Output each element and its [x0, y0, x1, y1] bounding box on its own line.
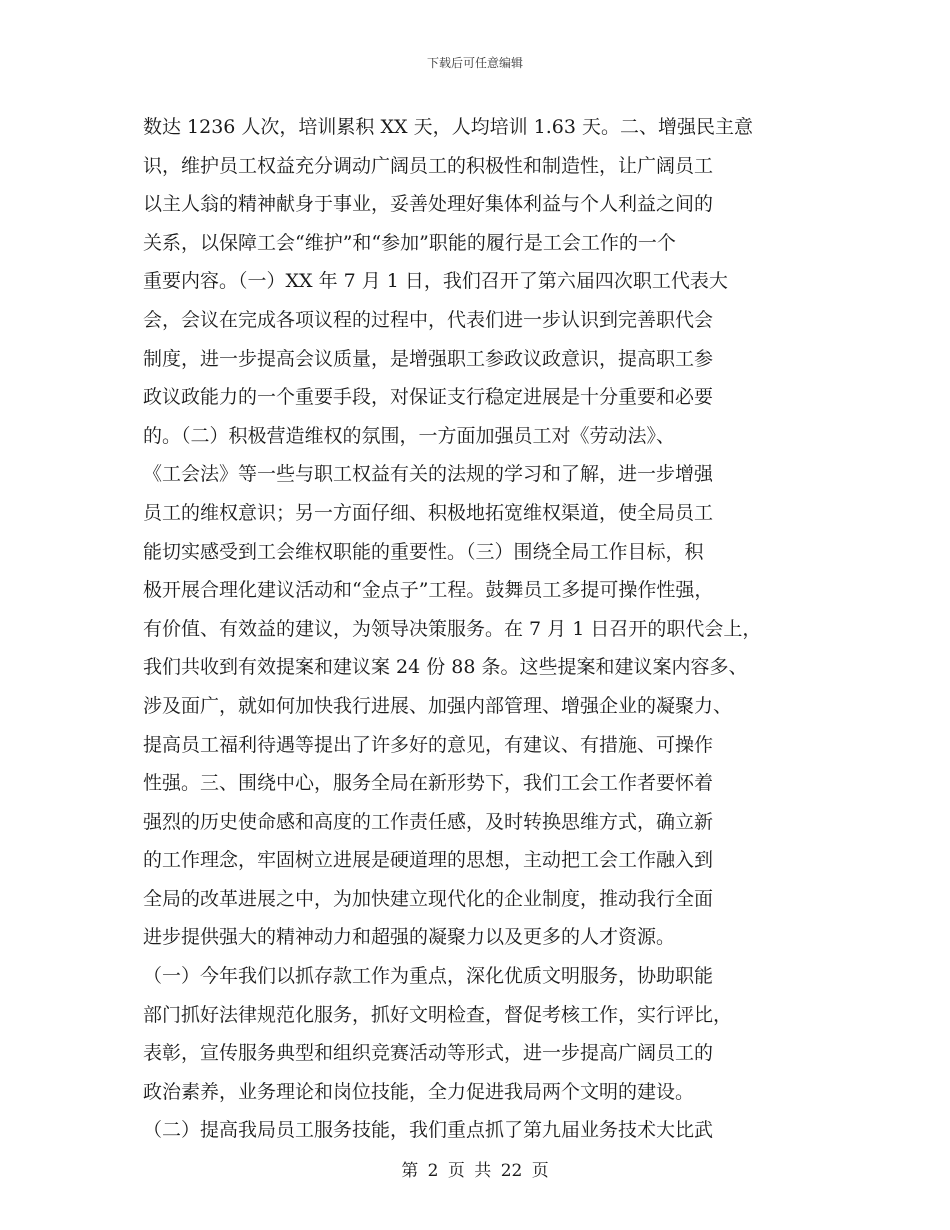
body-line: （一）今年我们以抓存款工作为重点，深化优质文明服务，协助职能: [143, 965, 714, 988]
body-line: 强烈的历史使命感和高度的工作责任感，及时转换思维方式，确立新: [143, 810, 714, 833]
body-line: 以主人翁的精神献身于事业，妥善处理好集体利益与个人利益之间的: [143, 193, 714, 216]
document-body: [143, 108, 813, 1150]
body-line: 的。（二）积极营造维权的氛围，一方面加强员工对《劳动法》、: [143, 424, 676, 447]
body-line: 员工的维权意识；另一方面仔细、积极地拓宽维权渠道，使全局员工: [143, 501, 714, 524]
body-line: 有价值、有效益的建议，为领导决策服务。在 7 月 1 日召开的职代会上，: [143, 617, 762, 640]
body-line: 表彰，宣传服务典型和组织竞赛活动等形式，进一步提高广阔员工的: [143, 1042, 714, 1065]
body-line: 性强。三、围绕中心，服务全局在新形势下，我们工会工作者要怀着: [143, 772, 714, 795]
body-line: 能切实感受到工会维权职能的重要性。（三）围绕全局工作目标，积: [143, 540, 704, 563]
body-line: 识，维护员工权益充分调动广阔员工的积极性和制造性，让广阔员工: [143, 154, 714, 177]
body-line: 进步提供强大的精神动力和超强的凝聚力以及更多的人才资源。: [143, 926, 676, 949]
body-line: 涉及面广，就如何加快我行进展、加强内部管理、增强企业的凝聚力、: [143, 694, 733, 717]
body-line: 《工会法》等一些与职工权益有关的法规的学习和了解，进一步增强: [143, 463, 714, 486]
body-line: 重要内容。（一）XX 年 7 月 1 日，我们召开了第六届四次职工代表大: [143, 270, 728, 293]
body-line: 的工作理念，牢固树立进展是硬道理的思想，主动把工会工作融入到: [143, 849, 714, 872]
body-line: 制度，进一步提高会议质量，是增强职工参政议政意识，提高职工参: [143, 347, 714, 370]
body-line: 全局的改革进展之中，为加快建立现代化的企业制度，推动我行全面: [143, 887, 714, 910]
body-line: （二）提高我局员工服务技能，我们重点抓了第九届业务技术大比武: [143, 1119, 714, 1142]
body-line: 部门抓好法律规范化服务，抓好文明检查，督促考核工作，实行评比，: [143, 1003, 733, 1026]
body-line: 政治素养，业务理论和岗位技能，全力促进我局两个文明的建设。: [143, 1080, 695, 1103]
body-line: 我们共收到有效提案和建议案 24 份 88 条。这些提案和建议案内容多、: [143, 656, 748, 679]
body-line: 数达 1236 人次，培训累积 XX 天，人均培训 1.63 天。二、增强民主意: [143, 116, 753, 138]
body-line: 提高员工福利待遇等提出了许多好的意见，有建议、有措施、可操作: [143, 733, 714, 756]
body-line: 政议政能力的一个重要手段，对保证支行稳定进展是十分重要和必要: [143, 386, 714, 409]
page-header: 下载后可任意编辑: [426, 56, 523, 70]
page-number-footer: 第 2 页 共 22 页: [401, 1161, 549, 1181]
body-line: 会，会议在完成各项议程的过程中，代表们进一步认识到完善职代会: [143, 308, 714, 331]
body-line: 极开展合理化建议活动和“金点子”工程。鼓舞员工多提可操作性强，: [143, 579, 714, 602]
body-line: 关系，以保障工会“维护”和“参加”职能的履行是工会工作的一个: [143, 231, 676, 254]
